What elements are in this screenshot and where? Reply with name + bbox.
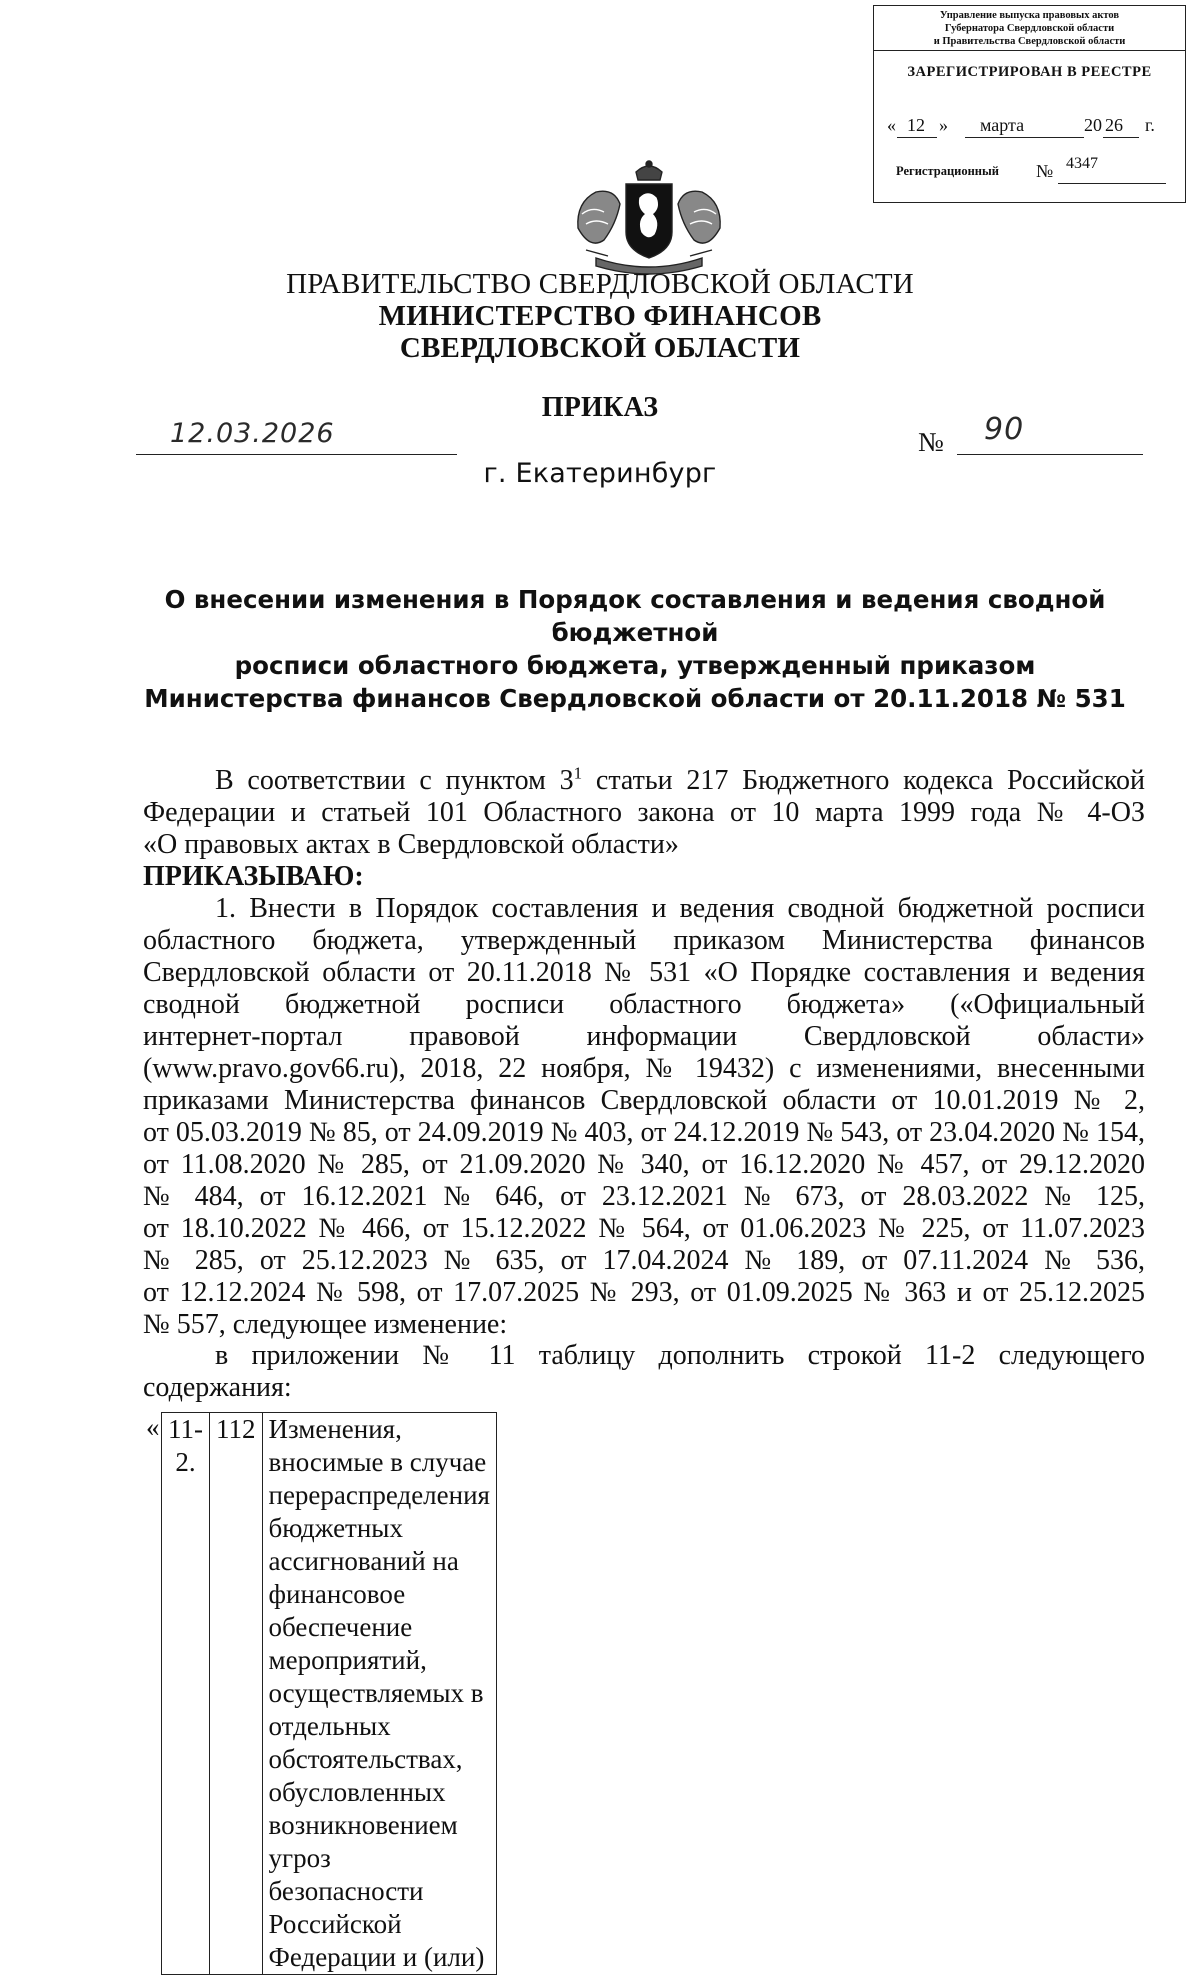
- stamp-close-quote: »: [939, 115, 948, 135]
- stamp-year-letter: г.: [1145, 115, 1155, 135]
- paragraph-line: № 285, от 25.12.2023 № 635, от 17.04.2024 № 189, от 07.11.2024 № 536,: [143, 1245, 1145, 1276]
- paragraph-line: от 05.03.2019 № 85, от 24.09.2019 № 403, от 24.12.2019 № 543, от 23.04.2020 № 154,: [143, 1117, 1145, 1148]
- paragraph-line: сводной бюджетной росписи областного бюджета» («Официальный: [143, 989, 1145, 1020]
- stamp-header-line: Губернатора Свердловской области: [944, 23, 1115, 34]
- stamp-reg-label: Регистрационный: [896, 164, 999, 178]
- registry-stamp: [873, 5, 1186, 203]
- order-word: ПРИКАЗЫВАЮ:: [143, 861, 364, 892]
- ministry-heading-line2: СВЕРДЛОВСКОЙ ОБЛАСТИ: [399, 332, 801, 364]
- preamble-line: [143, 765, 1145, 797]
- paragraph-line: от 11.08.2020 № 285, от 21.09.2020 № 340, от 16.12.2020 № 457, от 29.12.2020: [143, 1149, 1145, 1180]
- description-line: обстоятельствах, обусловленных возникновением угроз: [268, 1744, 463, 1873]
- paragraph-line: в приложении № 11 таблицу дополнить строкой 11-2 следующего: [215, 1340, 1145, 1371]
- table-cell-number: 11-2.: [162, 1413, 210, 1975]
- preamble: [143, 765, 1145, 893]
- paragraph-line: от 18.10.2022 № 466, от 15.12.2022 № 564, от 01.06.2023 № 225, от 11.07.2023: [143, 1213, 1145, 1244]
- preamble-text: В соответствии с пунктом 3: [215, 765, 574, 796]
- stamp-year-prefix: 20: [1084, 115, 1102, 135]
- preamble-text: статьи 217 Бюджетного кодекса Российской: [582, 765, 1146, 796]
- stamp-header-line: Управление выпуска правовых актов: [939, 10, 1120, 21]
- stamp-header: [874, 6, 1185, 51]
- table-row: [162, 1413, 497, 1975]
- paragraph-line: (www.pravo.gov66.ru), 2018, 22 ноября, № 19432) с изменениями, внесенными: [143, 1053, 1145, 1084]
- title-line: О внесении изменения в Порядок составления и ведения сводной бюджетной: [164, 585, 1106, 647]
- stamp-header-line: и Правительства Свердловской области: [933, 36, 1126, 47]
- stamp-year-suffix: 26: [1105, 115, 1123, 135]
- table: [161, 1412, 497, 1975]
- stamp-reg-number-block: [1036, 155, 1098, 182]
- ministry-heading-line1: МИНИСТЕРСТВО ФИНАНСОВ: [378, 300, 822, 332]
- paragraph-line: содержания:: [143, 1372, 292, 1403]
- description-line: безопасности Российской Федерации и (или): [268, 1876, 485, 1972]
- stamp-month: марта: [980, 115, 1025, 135]
- doc-type-heading: ПРИКАЗ: [541, 392, 659, 423]
- title-line: Министерства финансов Свердловской области от 20.11.2018 № 531: [144, 684, 1126, 713]
- paragraph-line: 1. Внести в Порядок составления и ведения сводной бюджетной росписи: [215, 893, 1145, 924]
- number-sign: №: [918, 427, 944, 457]
- paragraph-1: [143, 893, 1145, 1341]
- city: г. Екатеринбург: [483, 458, 717, 489]
- paragraph-line: от 12.12.2024 № 598, от 17.07.2025 № 293, от 01.09.2025 № 363 и от 25.12.2025: [143, 1277, 1145, 1308]
- paragraph-2: [143, 1340, 1145, 1404]
- stamp-day: 12: [907, 115, 925, 135]
- title-line: росписи областного бюджета, утвержденный приказом: [234, 651, 1036, 680]
- table-open-quote: «: [146, 1412, 160, 1442]
- government-heading: ПРАВИТЕЛЬСТВО СВЕРДЛОВСКОЙ ОБЛАСТИ: [286, 268, 914, 300]
- stamp-open-quote: «: [887, 115, 896, 135]
- paragraph-line: интернет-портал правовой информации Свердловской области»: [143, 1021, 1145, 1052]
- paragraph-line: областного бюджета, утвержденный приказом Министерства финансов: [143, 925, 1145, 956]
- paragraph-line: Свердловской области от 20.11.2018 № 531 «О Порядке составления и ведения: [143, 957, 1145, 988]
- paragraph-line: № 484, от 16.12.2021 № 646, от 23.12.2021 № 673, от 28.03.2022 № 125,: [143, 1181, 1145, 1212]
- number-underline: [957, 454, 1143, 455]
- stamp-no-sign: №: [1036, 161, 1054, 181]
- preamble-superscript: 1: [573, 763, 583, 783]
- document-title: [120, 583, 1150, 715]
- table-cell-description: [262, 1413, 496, 1975]
- coat-of-arms-icon: [556, 158, 742, 276]
- preamble-line: «О правовых актах в Свердловской области»: [143, 829, 679, 860]
- table-cell-code: 112: [210, 1413, 263, 1975]
- description-line: бюджетных ассигнований на финансовое обеспечение: [268, 1513, 459, 1642]
- preamble-line: Федерации и статьей 101 Областного закона от 10 марта 1999 года № 4-ОЗ: [143, 797, 1145, 828]
- description-line: Изменения, вносимые в случае перераспределения: [268, 1414, 490, 1510]
- stamp-registered-label: ЗАРЕГИСТРИРОВАН В РЕЕСТРЕ: [907, 64, 1152, 80]
- description-line: мероприятий, осуществляемых в отдельных: [268, 1645, 484, 1741]
- paragraph-line: № 557, следующее изменение:: [143, 1309, 508, 1340]
- handwritten-date: 12.03.2026: [170, 418, 335, 449]
- paragraph-line: приказами Министерства финансов Свердловской области от 10.01.2019 № 2,: [143, 1085, 1145, 1116]
- stamp-reg-number: 4347: [1066, 155, 1098, 172]
- handwritten-number: 90: [984, 412, 1025, 447]
- date-underline: [136, 454, 457, 455]
